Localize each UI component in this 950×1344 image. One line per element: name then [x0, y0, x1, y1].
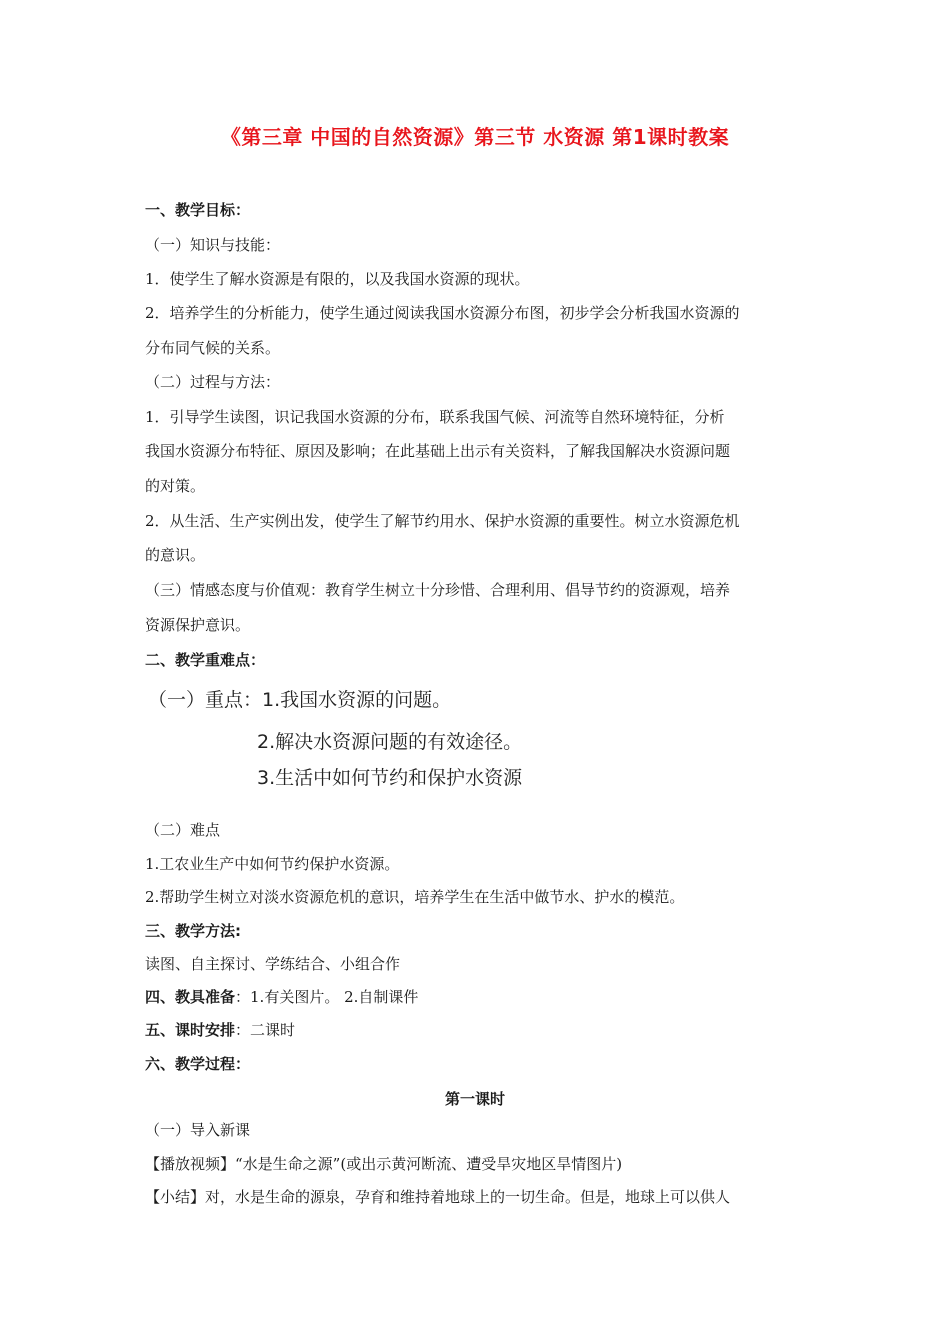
schedule-line — [145, 1021, 295, 1040]
subsection-introduction: （一）导入新课 — [145, 1121, 251, 1139]
teaching-aids-line — [145, 988, 418, 1007]
subsection-knowledge-skills: （一）知识与技能： — [145, 236, 281, 254]
schedule-text: ：二课时 — [235, 1021, 296, 1039]
section-heading-aids: 四、教具准备 — [145, 988, 236, 1006]
key-point-item: 3.生活中如何节约和保护水资源 — [257, 767, 523, 789]
procedure-text: 【播放视频】“水是生命之源”(或出示黄河断流、遭受旱灾地区旱情图片) — [145, 1155, 623, 1173]
lesson-title: 第一课时 — [444, 1090, 505, 1108]
process-text: 1．引导学生读图，识记我国水资源的分布，联系我国气候、河流等自然环境特征，分析 — [145, 408, 725, 426]
document-title: 《第三章 中国的自然资源》第三节 水资源 第1课时教案 — [220, 125, 730, 149]
emotion-values-text: 资源保护意识。 — [145, 616, 251, 634]
key-point-item: 2.解决水资源问题的有效途径。 — [257, 731, 523, 753]
methods-text: 读图、自主探讨、学练结合、小组合作 — [145, 955, 401, 973]
process-text: 的意识。 — [145, 546, 206, 564]
emotion-values-text: （三）情感态度与价值观：教育学生树立十分珍惜、合理利用、倡导节约的资源观，培养 — [145, 581, 731, 599]
aids-text: ：1.有关图片。 2.自制课件 — [235, 988, 419, 1006]
section-heading-objectives: 一、教学目标： — [145, 201, 251, 219]
section-heading-process: 六、教学过程： — [145, 1055, 251, 1073]
difficulty-text: 2.帮助学生树立对淡水资源危机的意识，培养学生在生活中做节水、护水的模范。 — [145, 888, 685, 906]
subsection-difficulties: （二）难点 — [145, 821, 221, 839]
process-text: 2．从生活、生产实例出发，使学生了解节约用水、保护水资源的重要性。树立水资源危机 — [145, 512, 740, 530]
difficulty-text: 1.工农业生产中如何节约保护水资源。 — [145, 855, 400, 873]
key-point-item: 1.我国水资源的问题。 — [262, 689, 452, 711]
objective-text: 1．使学生了解水资源是有限的，以及我国水资源的现状。 — [145, 270, 530, 288]
process-text: 我国水资源分布特征、原因及影响；在此基础上出示有关资料，了解我国解决水资源问题 — [145, 442, 731, 460]
objective-text: 分布同气候的关系。 — [145, 339, 281, 357]
process-text: 的对策。 — [145, 477, 206, 495]
section-heading-key-points: 二、教学重难点： — [145, 651, 266, 669]
section-heading-methods: 三、教学方法: — [145, 922, 241, 940]
objective-text: 2．培养学生的分析能力，使学生通过阅读我国水资源分布图，初步学会分析我国水资源的 — [145, 304, 740, 322]
procedure-text: 【小结】对，水是生命的源泉，孕育和维持着地球上的一切生命。但是，地球上可以供人 — [145, 1188, 731, 1206]
section-heading-schedule: 五、课时安排 — [145, 1021, 236, 1039]
key-points-prefix: （一）重点： — [148, 689, 263, 711]
subsection-process-methods: （二）过程与方法： — [145, 373, 281, 391]
